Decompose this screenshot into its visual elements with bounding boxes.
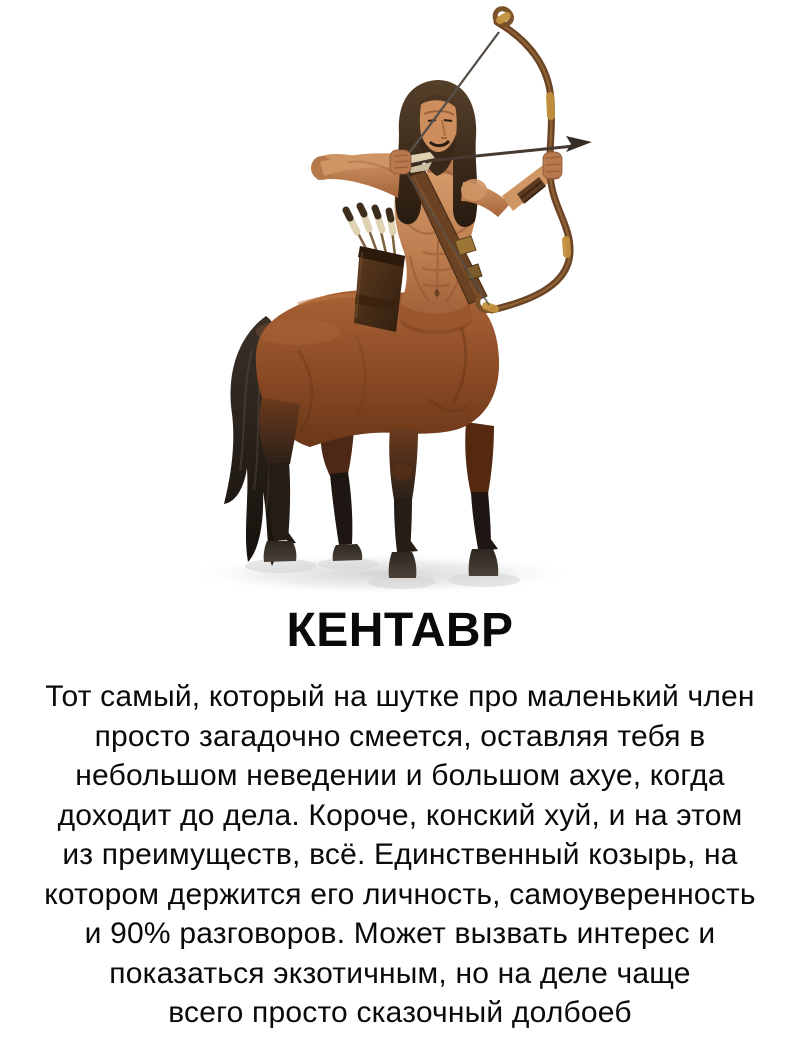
caption-line: всего просто сказочный долбоеб — [168, 996, 632, 1029]
arrowhead-icon — [566, 136, 592, 152]
caption-line: и 90% разговоров. Может вызвать интерес и — [84, 917, 716, 950]
page-title: КЕНТАВР — [286, 604, 514, 657]
caption-line: небольшом неведении и большом ахуе, когда — [75, 759, 725, 792]
caption-line: из преимуществ, всё. Единственный козырь, на — [62, 838, 738, 871]
caption-line: котором держится его личность, самоуверенность — [44, 877, 756, 911]
caption-line: Тот самый, который на шутке про маленький член — [45, 680, 755, 713]
caption-line: показаться экзотичным, но на деле чаще — [109, 956, 691, 990]
caption-line: доходит до дела. Короче, конский хуй, и на этом — [57, 798, 743, 832]
ground-shadow — [187, 553, 577, 595]
caption — [10, 677, 790, 1033]
drawing-arm — [311, 153, 400, 198]
quiver — [354, 246, 405, 332]
caption-line: просто загадочно смеется, оставляя тебя в — [94, 719, 706, 753]
